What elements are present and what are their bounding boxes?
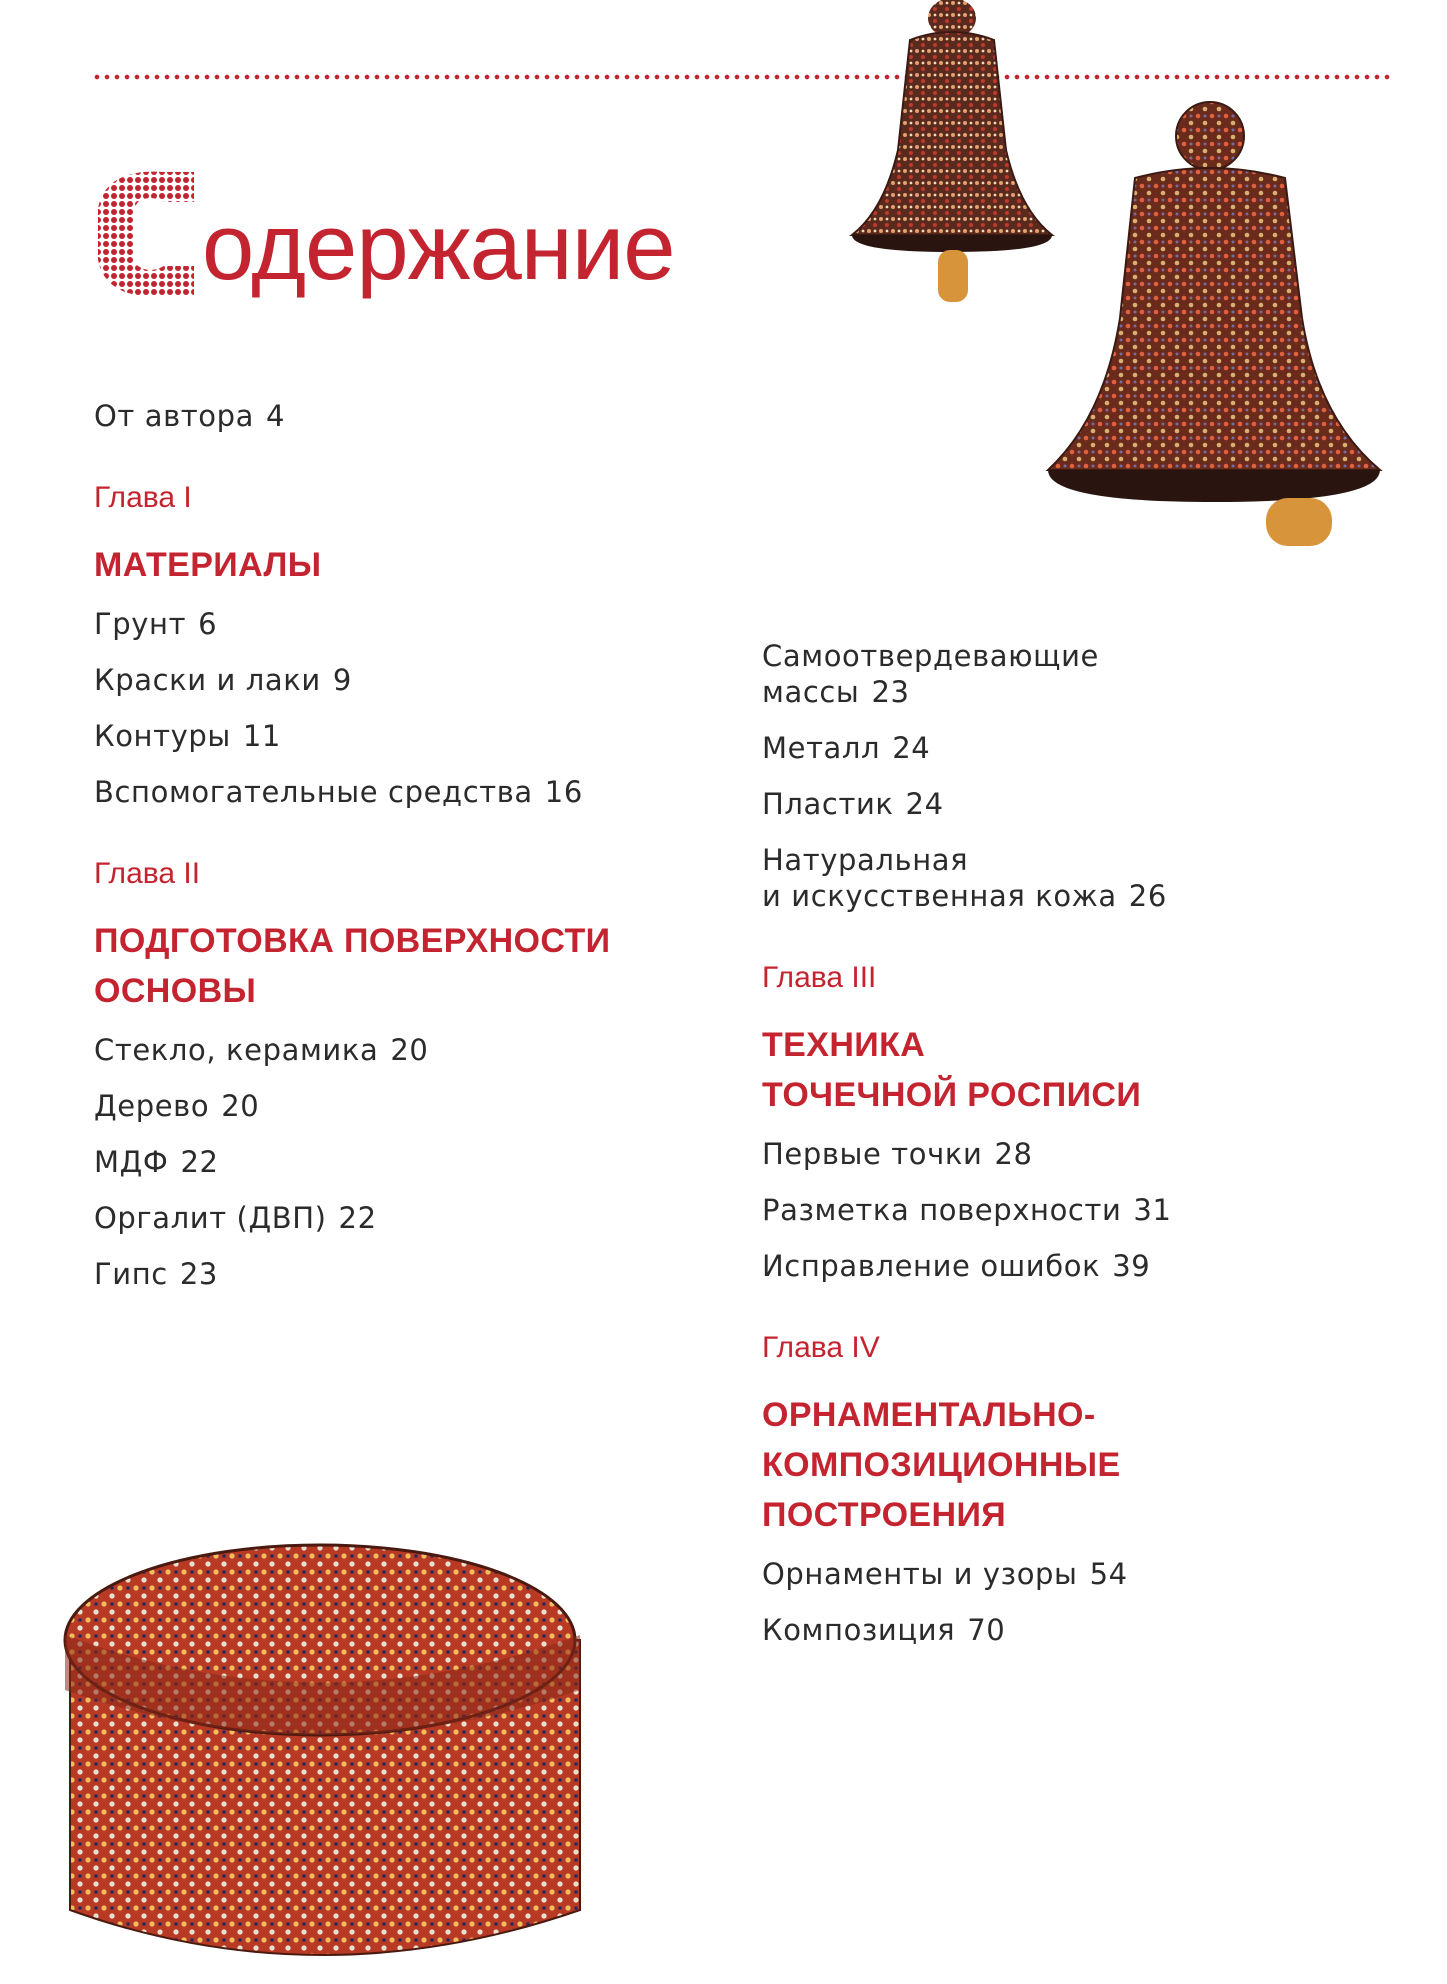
entry-label: Оргалит (ДВП) — [94, 1201, 327, 1235]
entry-label: Вспомогательные средства — [94, 775, 533, 809]
toc-entry[interactable] — [762, 638, 1402, 710]
chapter-title-line: КОМПОЗИЦИОННЫЕ — [762, 1446, 1121, 1484]
entry-label-line1: Самоотвердевающие — [762, 639, 1099, 673]
entry-page: 39 — [1112, 1249, 1151, 1283]
chapter-title-line: ПОДГОТОВКА ПОВЕРХНОСТИ — [94, 922, 611, 960]
entry-page: 20 — [390, 1033, 429, 1067]
chapter-label: Глава II — [94, 857, 201, 890]
entry-label: Пластик — [762, 787, 894, 821]
entry-page: 20 — [221, 1089, 260, 1123]
entry-label: Разметка поверхности — [762, 1193, 1122, 1227]
chapter-title-line: ТОЧЕЧНОЙ РОСПИСИ — [762, 1076, 1142, 1114]
chapter-title — [94, 540, 714, 590]
toc-entry[interactable] — [94, 662, 714, 698]
toc-left-column — [94, 398, 714, 1312]
entry-label-line2: и искусственная кожа — [762, 879, 1117, 913]
entry-label: Контуры — [94, 719, 231, 753]
toc-entry[interactable] — [94, 718, 714, 754]
toc-entry[interactable] — [762, 1192, 1402, 1228]
entry-page: 31 — [1133, 1193, 1172, 1227]
bell-large-image — [1040, 98, 1390, 578]
toc-entry[interactable] — [762, 1248, 1402, 1284]
entry-page: 24 — [905, 787, 944, 821]
toc-entry[interactable] — [762, 786, 1402, 822]
toc-entry[interactable] — [94, 1256, 714, 1292]
toc-entry[interactable] — [762, 730, 1402, 766]
entry-page: 22 — [180, 1145, 219, 1179]
chapter-title-line: ПОСТРОЕНИЯ — [762, 1496, 1007, 1534]
dotted-rule — [92, 74, 1394, 80]
entry-page: 70 — [967, 1613, 1006, 1647]
entry-label: Композиция — [762, 1613, 956, 1647]
entry-page: 22 — [338, 1201, 377, 1235]
toc-entry[interactable] — [94, 1032, 714, 1068]
chapter-label: Глава I — [94, 481, 192, 514]
dotted-initial-c — [94, 168, 198, 300]
entry-label: Гипс — [94, 1257, 168, 1291]
entry-label: Орнаменты и узоры — [762, 1557, 1078, 1591]
chapter-label: Глава III — [762, 961, 877, 994]
entry-label: Исправление ошибок — [762, 1249, 1101, 1283]
entry-page: 4 — [266, 399, 286, 433]
entry-page: 54 — [1089, 1557, 1128, 1591]
chapter-title-line: ТЕХНИКА — [762, 1026, 926, 1064]
chapter-title-line: МАТЕРИАЛЫ — [94, 546, 322, 584]
title-text: одержание — [202, 194, 675, 299]
entry-page: 9 — [332, 663, 352, 697]
entry-label: Грунт — [94, 607, 187, 641]
entry-label: От автора — [94, 399, 255, 433]
entry-page: 28 — [994, 1137, 1033, 1171]
chapter-label: Глава IV — [762, 1331, 880, 1364]
page-title — [94, 140, 674, 300]
toc-right-column — [762, 638, 1402, 1668]
painted-box-image — [20, 1440, 620, 1980]
entry-label: Краски и лаки — [94, 663, 321, 697]
entry-label: Металл — [762, 731, 881, 765]
entry-page: 11 — [242, 719, 281, 753]
entry-label: Стекло, керамика — [94, 1033, 379, 1067]
entry-label-line1: Натуральная — [762, 843, 969, 877]
chapter-title-line: ОСНОВЫ — [94, 972, 257, 1010]
toc-entry[interactable] — [762, 1556, 1402, 1592]
toc-entry[interactable] — [94, 1144, 714, 1180]
entry-label: Первые точки — [762, 1137, 983, 1171]
entry-page: 16 — [544, 775, 583, 809]
entry-label: Дерево — [94, 1089, 210, 1123]
toc-entry[interactable] — [94, 774, 714, 810]
entry-page: 23 — [871, 675, 910, 709]
toc-entry[interactable] — [94, 398, 714, 434]
chapter-title — [762, 1020, 1402, 1120]
entry-page: 26 — [1128, 879, 1167, 913]
entry-label-line2: массы — [762, 675, 860, 709]
entry-page: 24 — [892, 731, 931, 765]
toc-entry[interactable] — [94, 1088, 714, 1124]
entry-page: 6 — [198, 607, 218, 641]
entry-page: 23 — [179, 1257, 218, 1291]
entry-label: МДФ — [94, 1145, 169, 1179]
chapter-title-line: ОРНАМЕНТАЛЬНО- — [762, 1396, 1096, 1434]
toc-entry[interactable] — [94, 606, 714, 642]
toc-entry[interactable] — [762, 842, 1402, 914]
toc-entry[interactable] — [762, 1612, 1402, 1648]
toc-entry[interactable] — [762, 1136, 1402, 1172]
toc-entry[interactable] — [94, 1200, 714, 1236]
chapter-title — [94, 916, 714, 1016]
chapter-title — [762, 1390, 1402, 1540]
